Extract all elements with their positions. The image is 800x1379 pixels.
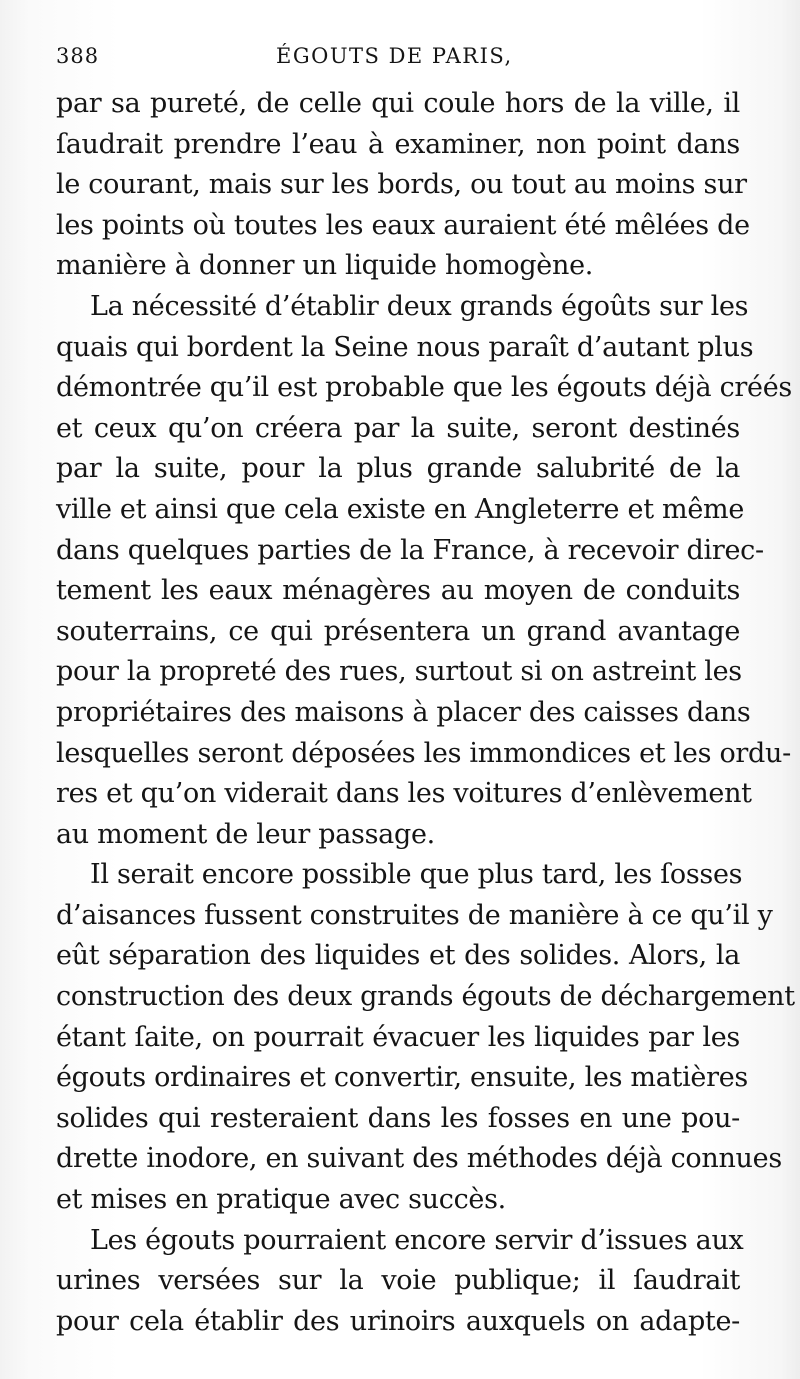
- text-line: et mises en pratique avec succès.: [56, 1184, 506, 1216]
- text-line: démontrée qu’il est probable que les égouts déjà créés: [56, 372, 792, 404]
- text-line: par sa pureté, de celle qui coule hors de la ville, il: [56, 88, 740, 119]
- text-line: ſaudrait prendre l’eau à examiner, non point dans: [56, 128, 740, 160]
- paragraph-start-line: La nécessité d’établir deux grands égoûts sur les: [90, 290, 749, 322]
- text-line: construction des deux grands égouts de déchargement: [56, 981, 795, 1013]
- text-line: res et qu’on viderait dans les voitures d’enlèvement: [56, 778, 752, 810]
- text-line: étant ſaite, on pourrait évacuer les liquides par les: [56, 1021, 740, 1053]
- text-line: souterrains, ce qui présentera un grand avantage: [56, 615, 740, 647]
- text-line: lesquelles seront déposées les immondices et les ordu-: [56, 737, 791, 769]
- text-line: pour cela établir des urinoirs auxquels on adapte-: [56, 1305, 740, 1337]
- text-line: les points où toutes les eaux auraient été mêlées de: [56, 209, 750, 241]
- paragraph-start-line: Les égouts pourraient encore servir d’issues aux: [90, 1224, 744, 1256]
- text-line: urines versées sur la voie publique; il ſaudrait: [56, 1265, 740, 1297]
- paragraph-start-line: Il serait encore possible que plus tard, les ſosses: [90, 859, 743, 891]
- text-line: manière à donner un liquide homogène.: [56, 250, 594, 282]
- text-line: propriétaires des maisons à placer des caisses dans: [56, 696, 751, 728]
- text-line: d’aisances fussent construites de manière à ce qu’il y: [56, 899, 773, 931]
- text-line: solides qui resteraient dans les fosses en une pou-: [56, 1102, 740, 1134]
- running-title: ÉGOUTS DE PARIS,: [276, 44, 513, 68]
- text-line: ville et ainsi que cela existe en Angleterre et même: [56, 493, 744, 525]
- page-header: [56, 40, 746, 76]
- text-line: drette inodore, en suivant des méthodes déjà connues: [56, 1143, 782, 1175]
- page-number: 388: [56, 44, 100, 68]
- body-text: [56, 84, 795, 1342]
- text-line: eût séparation des liquides et des solides. Alors, la: [56, 940, 740, 972]
- text-line: égouts ordinaires et convertir, ensuite, les matières: [56, 1062, 748, 1094]
- text-line: dans quelques parties de la France, à recevoir direc-: [56, 534, 764, 566]
- text-line: le courant, mais sur les bords, ou tout au moins sur: [56, 169, 747, 201]
- text-line: au moment de leur passage.: [56, 818, 435, 850]
- text-line: tement les eaux ménagères au moyen de conduits: [56, 575, 740, 607]
- text-line: et ceux qu’on créera par la suite, seront destinés: [56, 412, 740, 444]
- text-line: pour la propreté des rues, surtout si on astreint les: [56, 656, 742, 688]
- text-line: par la suite, pour la plus grande salubrité de la: [56, 453, 740, 485]
- text-line: quais qui bordent la Seine nous paraît d’autant plus: [56, 331, 754, 363]
